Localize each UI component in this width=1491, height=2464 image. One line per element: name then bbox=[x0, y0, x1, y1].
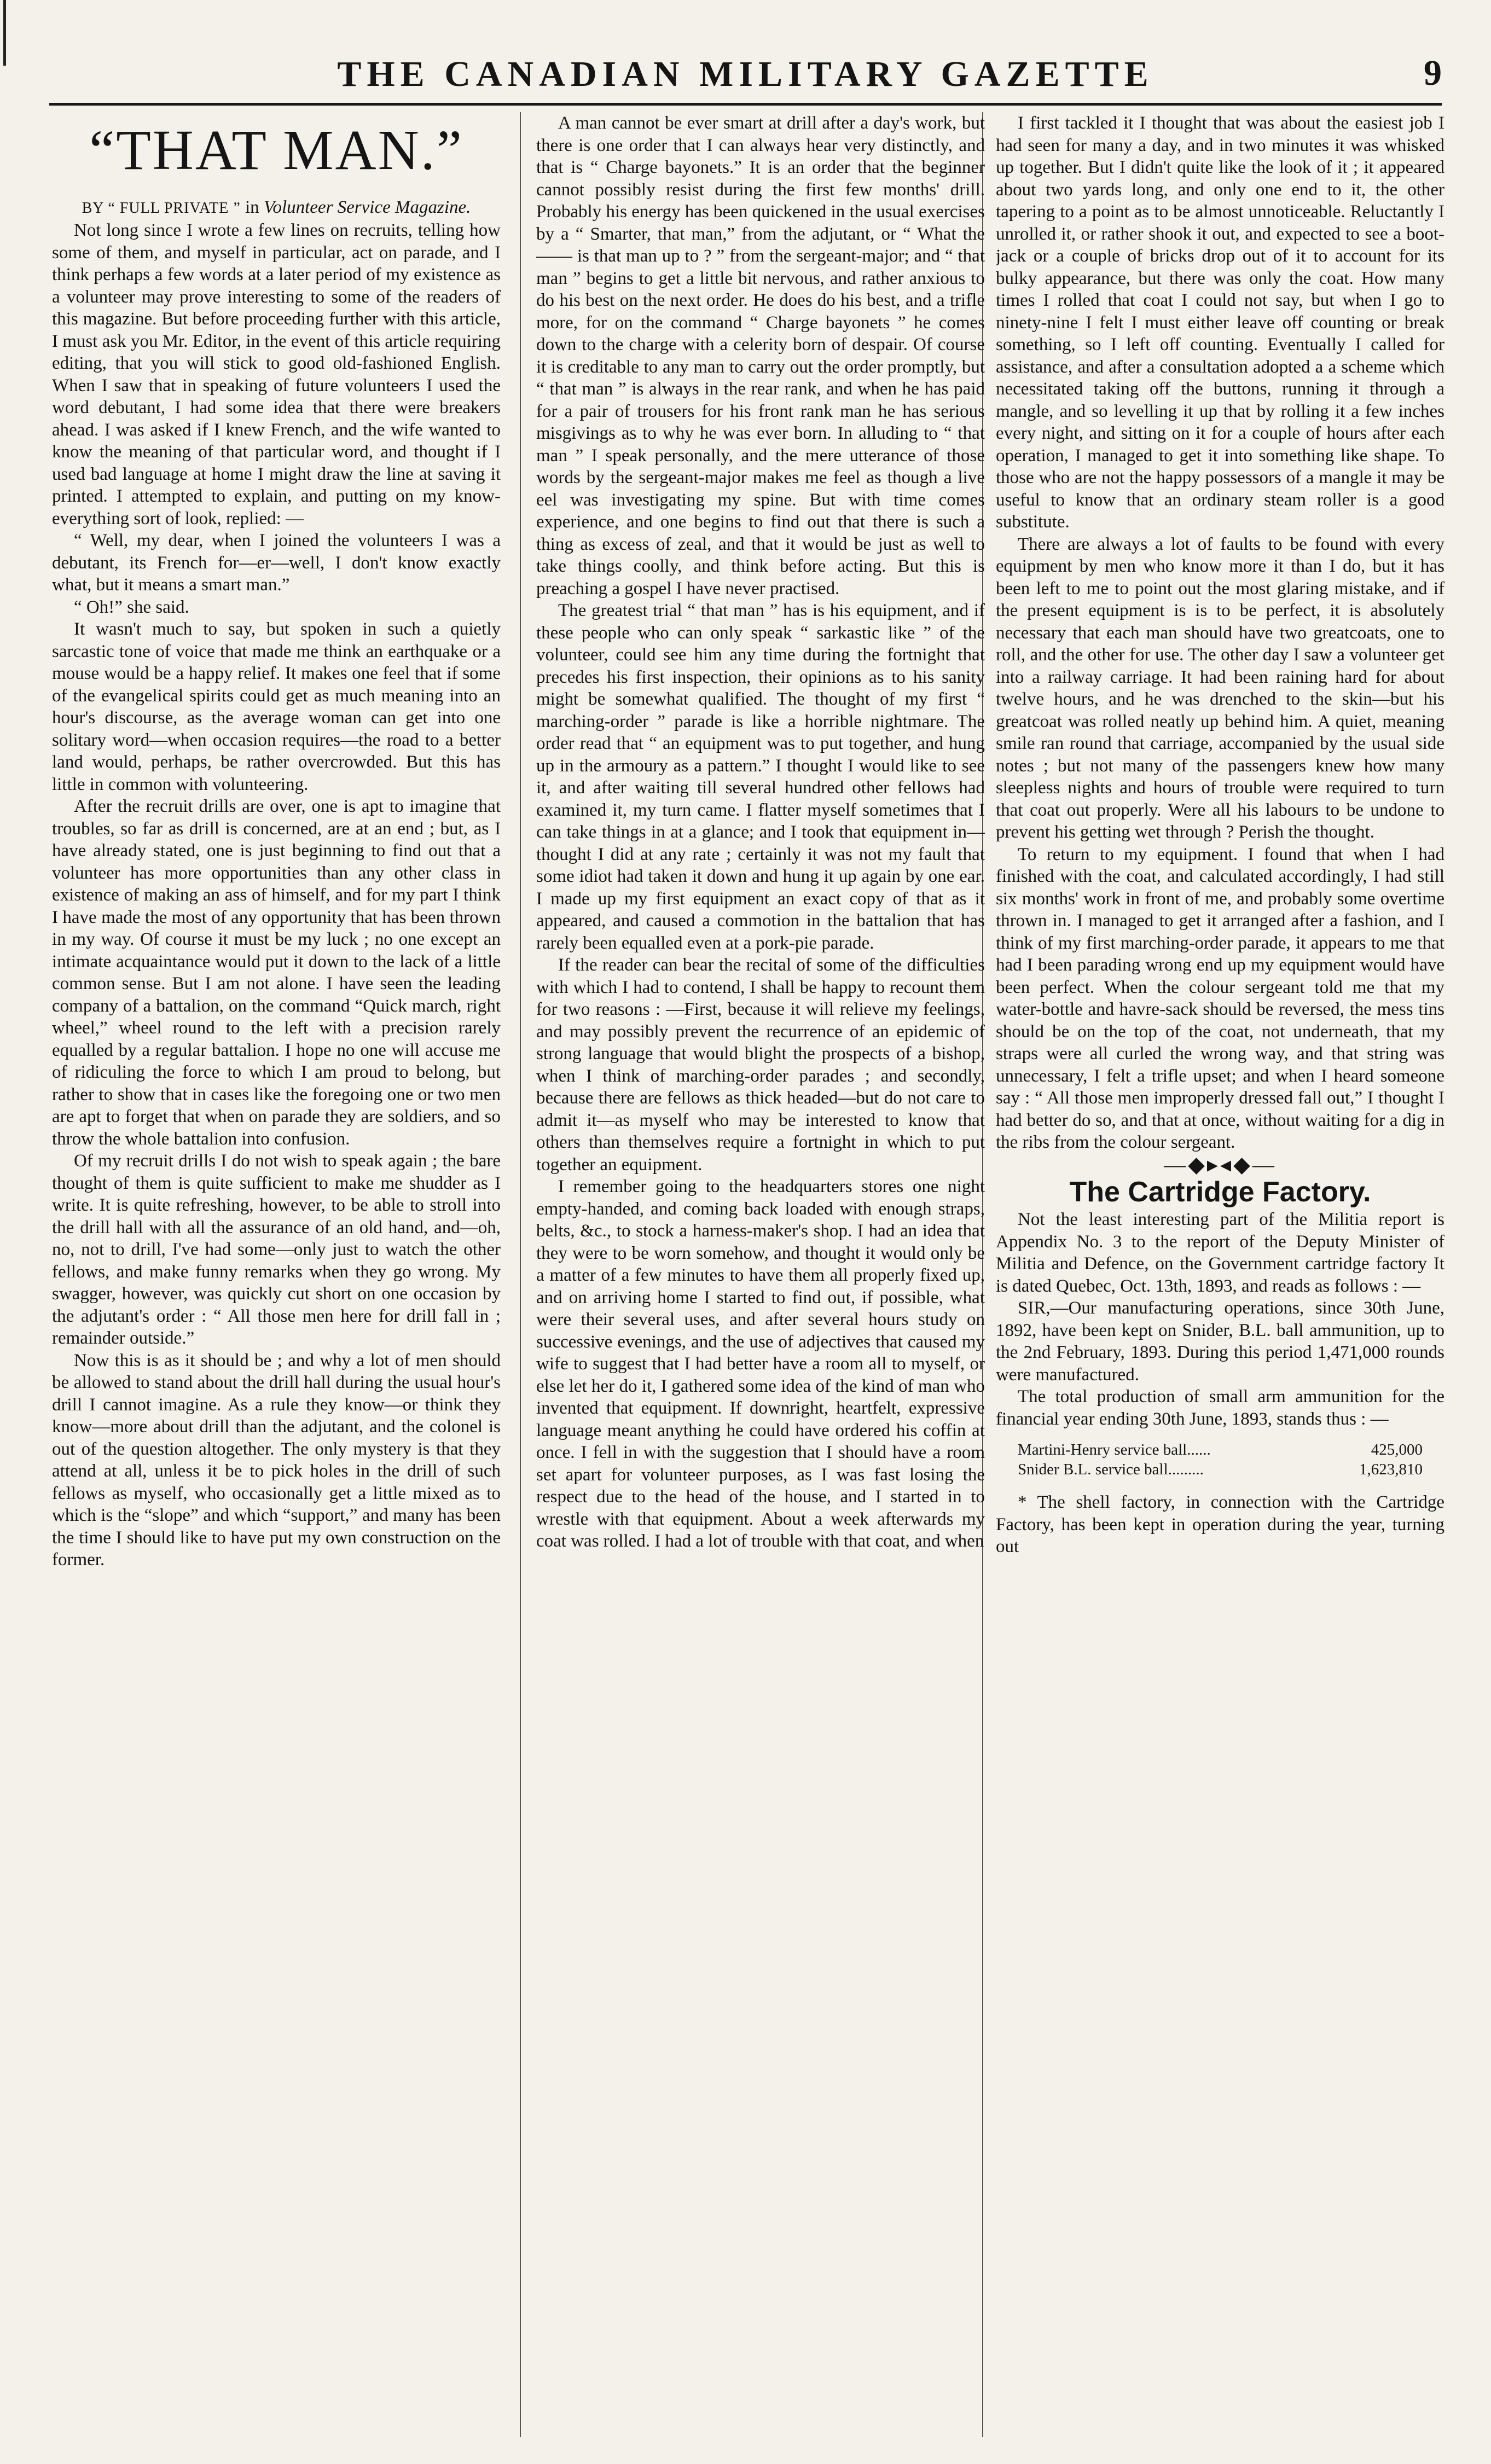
newspaper-title: THE CANADIAN MILITARY GAZETTE bbox=[337, 54, 1154, 94]
paragraph: To return to my equipment. I found that when I had finished with the coat, and calculated accordingly, I had still six months' work in front of me, and probably some overtime thrown in. I managed to get it arranged after a fashion, and I think of my first marching-order parade, it appears to me that had I been parading wrong end up my equipment would have been perfect. When the colour sergeant told me that my water-bottle and havre-sack should be reversed, the mess tins should be on the top of the coat, not underneath, that my straps were all curled the wrong way, and that string was unnecessary, I felt a trifle upset; and when I heard someone say : “ All those men improperly dressed fall out,” I thought I had better do so, and that at once, without waiting for a dig in the ribs from the colour sergeant. bbox=[996, 844, 1444, 1152]
paragraph: “ Oh!” she said. bbox=[74, 597, 189, 617]
paragraph: * The shell factory, in connection with the Cartridge Factory, has been kept in operation during the year, turning out bbox=[996, 1492, 1444, 1556]
column-1 bbox=[52, 112, 501, 2437]
row-value: 1,623,810 bbox=[1359, 1461, 1423, 1478]
masthead bbox=[49, 49, 1442, 98]
paragraph: There are always a lot of faults to be found with every equipment by men who know more it than I do, but it has been left to me to point out the most glaring mistake, and if the present equipment is is to be perfect, it is absolutely necessary that each man should have two greatcoats, one to roll, and the other for use. The other day I saw a volunteer get into a railway carriage. It had been raining hard for about twelve hours, and he was drenched to the skin—but his greatcoat was rolled neatly up behind him. A quiet, meaning smile ran round that carriage, accompanied by the usual side notes ; but not many of the passengers knew how many sleepless nights and hours of trouble were required to turn that coat out properly. Were all his labours to be undone to prevent his getting wet through ? Perish the thought. bbox=[996, 534, 1444, 842]
paragraph: Not long since I wrote a few lines on recruits, telling how some of them, and myself in particular, act on parade, and I think perhaps a few words at a later period of my existence as a volunteer may prove interesting to some of the readers of this magazine. But before proceeding further with this article, I must ask you Mr. Editor, in the event of this article requiring editing, that you will stick to good old-fashioned English. When I saw that in speaking of future volunteers I used the word debutant, I had some idea that there were breakers ahead. I was asked if I knew French, and the wife wanted to know the meaning of that particular word, and thought if I used bad language at home I might draw the line at saving it printed. I attempted to explain, and putting on my know-everything sort of look, replied: — bbox=[52, 220, 501, 528]
table-row bbox=[996, 1460, 1444, 1479]
article-byline bbox=[52, 196, 501, 219]
paragraph: Now this is as it should be ; and why a lot of men should be allowed to stand about the drill hall during the usual hour's drill I cannot imagine. As a rule they know—or think they know—more about drill than the adjutant, and the colonel is out of the question altogether. The only mystery is that they attend at all, unless it be to pick holes in the drill of such fellows as myself, who occasionally get a little mixed as to which is the “slope” and which “support,” and many has been the time I should like to have put my own construction on the former. bbox=[52, 1350, 501, 1570]
column-3 bbox=[996, 112, 1444, 2437]
paragraph: SIR,—Our manufacturing operations, since 30th June, 1892, have been kept on Snider, B.L. ball ammunition, up to the 2nd February, 1893. During this period 1,471,000 rounds were manufactured. bbox=[996, 1298, 1444, 1385]
column-separator bbox=[520, 112, 521, 2437]
paragraph: It wasn't much to say, but spoken in such a quietly sarcastic tone of voice that made me think an earthquake or a mouse would be a happy relief. It makes one feel that if some of the evangelical spirits could get as much meaning into an hour's discourse, as the average woman can get into one solitary word—when occasion requires—the road to a better land would, perhaps, be rather overcrowded. But this has little in common with volunteering. bbox=[52, 619, 501, 794]
paragraph: The greatest trial “ that man ” has is his equipment, and if these people who can only speak “ sarkastic like ” of the volunteer, could see him any time during the fortnight that precedes his first inspection, their opinions as to his sanity might be somewhat qualified. The thought of my first “ marching-order ” parade is like a horrible nightmare. The order read that “ an equipment was to put together, and hung up in the armoury as a pattern.” I thought I would like to see it, and after waiting till several hundred other fellows had examined it, my turn came. I flatter myself sometimes that I can take things in at a glance; and I took that equipment in—thought I did at any rate ; certainly it was not my fault that some idiot had taken it down and hung it up again by one ear. I made up my first equipment an exact copy of that as it appeared, and caused a commotion in the battalion that has rarely been equalled even at a pork-pie parade. bbox=[536, 601, 985, 953]
paragraph: I first tackled it I thought that was about the easiest job I had seen for many a day, and in two minutes it was whisked up together. But I didn't quite like the look of it ; it appeared about two yards long, and only one end to it, the other tapering to a point as to be almost unnoticeable. Reluctantly I unrolled it, or rather shook it out, and expected to see a boot-jack or a couple of bricks drop out of it to account for its bulky appearance, but there was only the coat. How many times I rolled that coat I could not say, but when I go to ninety-nine I felt I must either leave off counting or break something, so I left off counting. Eventually I called for assistance, and after a consultation adopted a a scheme which necessitated taking off the buttons, running it through a mangle, and so levelling it up that by rolling it a few inches every night, and sitting on it for a couple of hours after each operation, I managed to get it into something like shape. To those who are not the happy possessors of a mangle it may be useful to know that an ordinary steam roller is a good substitute. bbox=[996, 113, 1444, 532]
paragraph: “ Well, my dear, when I joined the volunteers I was a debutant, its French for—er—well, I don't know exactly what, but it means a smart man.” bbox=[52, 531, 501, 595]
byline-connector: in bbox=[240, 197, 264, 217]
paragraph: A man cannot be ever smart at drill after a day's work, but there is one order that I can always hear very distinctly, and that is “ Charge bayonets.” It is an order that the beginner cannot possibly resist during the first few months' drill. Probably his energy has been quickened in the usual exercises by a “ Smarter, that man,” from the adjutant, or “ What the —— is that man up to ? ” from the sergeant-major; and “ that man ” begins to get a little bit nervous, and rather anxious to do his best on the next order. He does do his best, and a trifle more, for on the command “ Charge bayonets ” he comes down to the charge with a celerity born of despair. Of course it is creditable to any man to carry out the order promptly, but “ that man ” is always in the rear rank, and when he has paid for a pair of trousers for his front rank man he has serious misgivings as to why he was ever born. In alluding to “ that man ” I speak personally, and the mere utterance of those words by the sergeant-major makes me feel as though a live eel was investigating my spine. But with time comes experience, and one begins to find out that there is such a thing as excess of zeal, and that it would be just as well to take things coolly, and think before acting. But this is preaching a gospel I have never practised. bbox=[536, 113, 985, 598]
production-table bbox=[996, 1440, 1444, 1479]
byline-author: BY “ FULL PRIVATE ” bbox=[82, 200, 241, 217]
paragraph: I remember going to the headquarters stores one night empty-handed, and coming back loaded with enough straps, belts, &c., to stock a harness-maker's shop. I had an idea that they were to be worn somehow, and thought it would only be a matter of a few minutes to have them all properly fixed up, and on arriving home I started to find out, if possible, what were their several uses, and after several hours study on successive evenings, and the use of adjectives that caused my wife to suggest that I had better have a room all to myself, or else let her do it, I gathered some idea of the kind of man who invented that equipment. If downright, heartfelt, expressive language meant anything he could have ordered his coffin at once. I fell in with the suggestion that I should have a room set apart for volunteer purposes, as I was fast losing the respect due to the head of the house, and I started in to wrestle with that equipment. About a week afterwards my coat was rolled. I had a lot of trouble with that coat, and when bbox=[536, 1177, 985, 1551]
row-value: 425,000 bbox=[1371, 1441, 1423, 1458]
section-ornament: —◆▸◂◆— bbox=[1164, 1152, 1277, 1177]
paragraph: Of my recruit drills I do not wish to speak again ; the bare thought of them is quite sufficient to make me shudder as I write. It is quite refreshing, however, to be able to stroll into the drill hall with all the assurance of an old hand, and—oh, no, not to drill, I've had some—only just to watch the other fellows, and make funny remarks when they go wrong. My swagger, however, was quickly cut short on one occasion by the adjutant's order : “ All those men here for drill fall in ; remainder outside.” bbox=[52, 1151, 501, 1348]
article-headline: “THAT MAN.” bbox=[89, 119, 463, 182]
table-row bbox=[996, 1440, 1444, 1460]
header-rule bbox=[49, 103, 1442, 106]
row-label: Martini-Henry service ball...... bbox=[1018, 1441, 1211, 1458]
cartridge-headline: The Cartridge Factory. bbox=[1069, 1176, 1371, 1208]
page-edge-mark bbox=[3, 0, 6, 66]
page-number: 9 bbox=[1424, 53, 1442, 93]
paragraph: Not the least interesting part of the Militia report is Appendix No. 3 to the report of the Deputy Minister of Militia and Defence, on the Government cartridge factory It is dated Quebec, Oct. 13th, 1893, and reads as follows : — bbox=[996, 1210, 1444, 1296]
paragraph: After the recruit drills are over, one is apt to imagine that troubles, so far as drill is concerned, are at an end ; but, as I have already stated, one is just beginning to find out that a volunteer has more opportunities than any other class in existence of making an ass of himself, and for my part I think I have made the most of any opportunity that has been thrown in my way. Of course it must be my luck ; no one except an intimate acquaintance would put it down to the lack of a little common sense. But I am not alone. I have seen the leading company of a battalion, on the command “Quick march, right wheel,” wheel round to the left with a precision rarely equalled by a regular battalion. I hope no one will accuse me of ridiculing the force to which I am proud to belong, but rather to show that in cases like the foregoing one or two men are apt to forget that when on parade they are soldiers, and so throw the whole battalion into confusion. bbox=[52, 797, 501, 1149]
row-label: Snider B.L. service ball......... bbox=[1018, 1461, 1204, 1478]
byline-source: Volunteer Service Magazine. bbox=[263, 197, 471, 217]
paragraph: The total production of small arm ammunition for the financial year ending 30th June, 1893, stands thus : — bbox=[996, 1387, 1444, 1429]
paragraph: If the reader can bear the recital of some of the difficulties with which I had to contend, I shall be happy to recount them for two reasons : —First, because it will relieve my feelings, and may possibly prevent the recurrence of an epidemic of strong language that would blight the prospects of a bishop, when I think of marching-order parades ; and secondly, because there are fellows as thick headed—but do not care to admit it—as myself who may be interested to know that others than themselves require a fortnight in which to put together an equipment. bbox=[536, 955, 985, 1175]
column-2 bbox=[536, 112, 985, 2437]
